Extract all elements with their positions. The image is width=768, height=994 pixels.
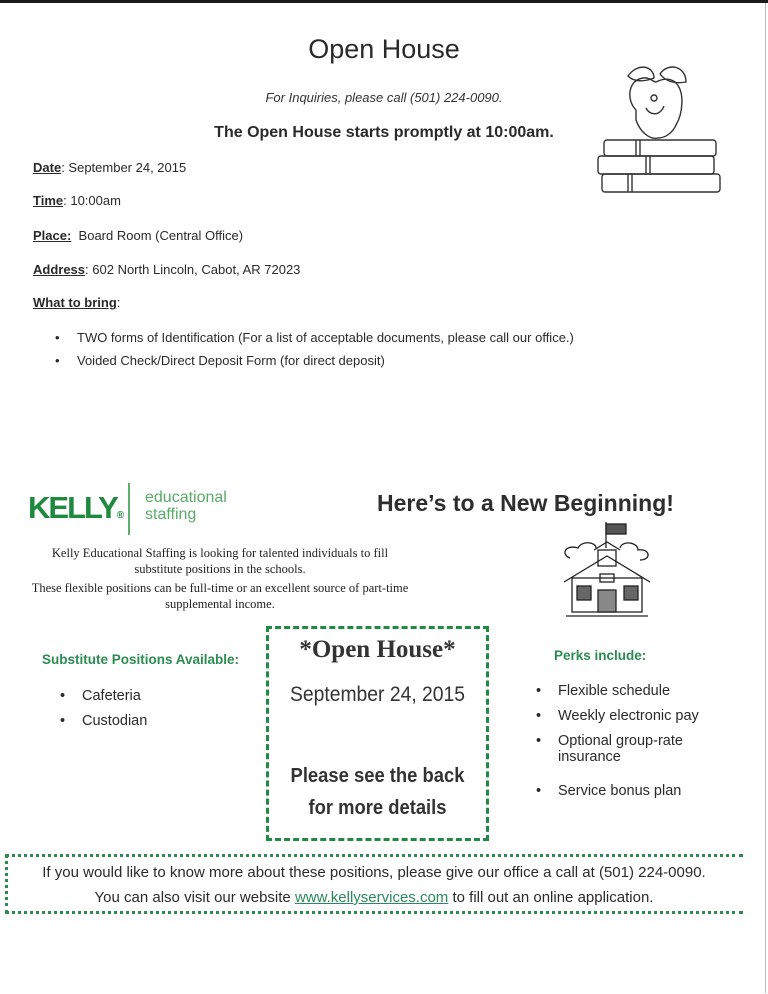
logo-subtitle: educational staffing <box>145 489 227 523</box>
field-value: 602 North Lincoln, Cabot, AR 72023 <box>92 262 301 277</box>
field-label: Place: <box>33 228 72 243</box>
list-item: • Custodian <box>60 713 147 738</box>
list-item: • TWO forms of Identification (For a list of acceptable documents, please call our office.) <box>55 330 574 353</box>
list-item: • Weekly electronic pay <box>536 708 736 733</box>
address-field: Address: 602 North Lincoln, Cabot, AR 72023 <box>33 262 301 277</box>
time-field: Time: 10:00am <box>33 193 121 208</box>
field-label: Time <box>33 193 64 208</box>
perks-heading: Perks include: <box>554 648 647 663</box>
start-time-note: The Open House starts promptly at 10:00am. <box>214 124 554 141</box>
website-link[interactable]: www.kellyservices.com <box>294 889 449 906</box>
what-to-bring-heading: What to bring: <box>33 295 121 310</box>
headline: Here’s to a New Beginning! <box>377 490 674 516</box>
list-item: • Flexible schedule <box>536 683 736 708</box>
positions-heading: Substitute Positions Available: <box>42 652 240 667</box>
list-item: • Service bonus plan <box>536 783 736 808</box>
place-field <box>33 228 243 243</box>
positions-list <box>60 688 147 738</box>
perks-list <box>536 683 736 808</box>
schoolhouse-icon <box>560 520 655 620</box>
kelly-logo: KELLY® <box>28 490 125 525</box>
list-item: • Cafeteria <box>60 688 147 713</box>
page-title: Open House <box>308 34 460 64</box>
date-field: Date: September 24, 2015 <box>33 160 187 175</box>
field-label: Date <box>33 160 62 175</box>
list-item: • Optional group-rate insurance <box>536 733 716 783</box>
field-value: 10:00am <box>70 193 121 208</box>
contact-text: If you would like to know more about these positions, please give our office a call at (501) 224-0090. You can also visit our website www.kellyservices.com to fill out an online application. <box>42 864 706 906</box>
scan-top-edge <box>0 0 768 3</box>
inquiries-note: For Inquiries, please call (501) 224-0090. <box>265 90 503 105</box>
logo-divider <box>128 483 130 535</box>
what-to-bring-list <box>55 330 574 376</box>
field-value: September 24, 2015 <box>68 160 187 175</box>
apple-on-books-icon <box>588 60 723 195</box>
open-house-box-title: *Open House* <box>299 636 456 663</box>
kelly-description: Kelly Educational Staffing is looking for talented individuals to fill substitute positions in the schools. These flexible positions can be full-time or an excellent source of part-time supplemental income. <box>31 546 409 611</box>
field-label: Address <box>33 262 86 277</box>
open-house-box-date: September 24, 2015 <box>289 683 466 706</box>
scan-right-edge <box>765 3 766 993</box>
list-item: • Voided Check/Direct Deposit Form (for direct deposit) <box>55 353 574 376</box>
field-value: Board Room (Central Office) <box>78 228 244 243</box>
open-house-box-note: Please see the back for more details <box>290 765 465 819</box>
